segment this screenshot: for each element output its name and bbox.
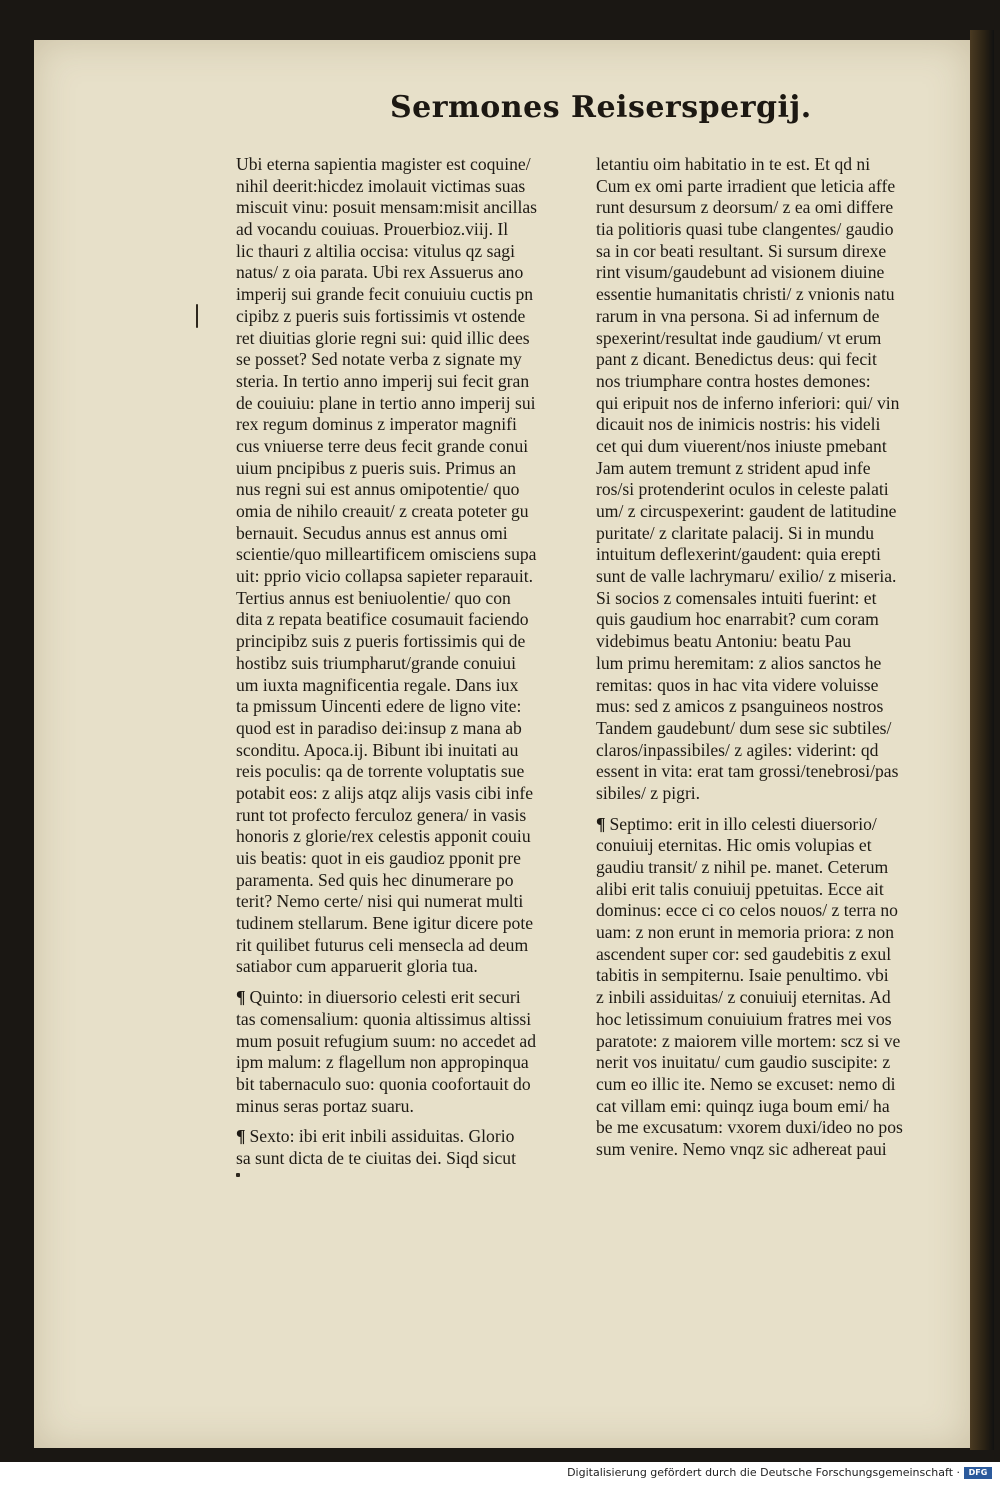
text-line	[596, 879, 936, 901]
line-text: paratote: z maiorem ville mortem: scz si ve	[596, 1030, 901, 1051]
text-column-left	[236, 154, 574, 1170]
text-line	[236, 1052, 574, 1074]
footer-bar	[0, 1462, 1000, 1485]
line-text: Tertius annus est beniuolentie/ quo con	[236, 587, 511, 608]
line-text: Sexto: ibi erit inbili assiduitas. Glorio	[249, 1126, 515, 1147]
text-line	[596, 479, 936, 501]
line-text: Jam autem tremunt z strident apud infe	[596, 457, 871, 478]
line-text: remitas: quos in hac vita videre voluisse	[596, 674, 879, 695]
text-line	[596, 284, 936, 306]
line-text: rint visum/gaudebunt ad visionem diuine	[596, 262, 885, 283]
line-text: ascendent super cor: sed gaudebitis z exul	[596, 943, 892, 964]
text-line	[236, 328, 574, 350]
line-text: quod est in paradiso dei:insup z mana ab	[236, 717, 522, 738]
text-line	[596, 922, 936, 944]
line-text: paramenta. Sed quis hec dinumerare po	[236, 869, 514, 890]
line-text: essent in vita: erat tam grossi/tenebrosi/pas	[596, 761, 899, 782]
line-text: Cum ex omi parte irradient que leticia affe	[596, 175, 896, 196]
line-text: nos triumphare contra hostes demones:	[596, 370, 871, 391]
text-line	[596, 393, 936, 415]
line-text: gaudiu transit/ z nihil pe. manet. Ceterum	[596, 857, 889, 877]
text-line	[236, 783, 574, 805]
text-line	[596, 609, 936, 631]
line-text: se posset? Sed notate verba z signate my	[236, 349, 522, 370]
text-line	[236, 761, 574, 783]
text-line	[236, 1074, 574, 1096]
line-text: ipm malum: z flagellum non appropinqua	[236, 1052, 529, 1073]
text-line	[236, 501, 574, 523]
page-edge	[970, 30, 994, 1450]
line-text: natus/ z oia parata. Ubi rex Assuerus ano	[236, 262, 524, 283]
text-line	[236, 631, 574, 653]
text-line	[236, 219, 574, 241]
text-line	[236, 609, 574, 631]
line-text: sa sunt dicta de te ciuitas dei. Siqd sicut	[236, 1147, 516, 1168]
text-line	[236, 935, 574, 957]
line-text: uit: pprio vicio collapsa sapieter reparauit.	[236, 566, 534, 587]
text-line	[596, 783, 936, 805]
paragraph	[596, 814, 936, 1161]
line-text: cet qui dum viuerent/nos iniuste pmebant	[596, 435, 887, 456]
text-line	[236, 718, 574, 740]
text-line	[236, 458, 574, 480]
text-line	[596, 241, 936, 263]
line-text: tas comensalium: quonia altissimus altissi	[236, 1008, 532, 1029]
line-text: nihil deerit:hicdez imolauit victimas suas	[236, 175, 526, 196]
line-text: miscuit vinu: posuit mensam:misit ancillas	[236, 197, 538, 218]
text-line	[596, 1031, 936, 1053]
text-line	[236, 740, 574, 762]
line-text: runt desursum z deorsum/ z ea omi differe	[596, 197, 894, 218]
line-text: satiabor cum apparuerit gloria tua.	[236, 956, 478, 977]
line-text: omia de nihilo creauit/ z creata poteter gu	[236, 501, 529, 521]
text-line	[236, 241, 574, 263]
text-line	[596, 219, 936, 241]
text-line	[236, 262, 574, 284]
line-text: sum venire. Nemo vnqz sic adhereat paui	[596, 1138, 887, 1159]
text-line	[236, 349, 574, 371]
pilcrow-icon: ¶	[236, 987, 246, 1008]
text-line	[596, 349, 936, 371]
line-text: mus: sed z amicos z psanguineos nostros	[596, 696, 884, 717]
running-title: Sermones Reiserspergij.	[390, 90, 812, 125]
text-line	[236, 848, 574, 870]
line-text: hostibz suis triumpharut/grande conuiui	[236, 652, 516, 673]
text-line	[596, 653, 936, 675]
line-text: uam: z non erunt in memoria priora: z non	[596, 922, 895, 943]
line-text: bernauit. Secudus annus est annus omi	[236, 522, 508, 543]
text-line	[236, 1126, 574, 1148]
line-text: cum eo illic ite. Nemo se excuset: nemo di	[596, 1073, 896, 1094]
text-line	[596, 944, 936, 966]
text-line	[596, 544, 936, 566]
text-line	[236, 436, 574, 458]
text-line	[596, 1139, 936, 1161]
line-text: Tandem gaudebunt/ dum sese sic subtiles/	[596, 717, 892, 738]
text-line	[596, 176, 936, 198]
line-text: quis gaudium hoc enarrabit? cum coram	[596, 609, 879, 630]
text-line	[236, 371, 574, 393]
text-line	[236, 176, 574, 198]
text-line	[596, 740, 936, 762]
text-line	[596, 718, 936, 740]
text-line	[236, 826, 574, 848]
text-line	[596, 900, 936, 922]
text-line	[236, 891, 574, 913]
text-line	[596, 154, 936, 176]
text-line	[596, 675, 936, 697]
text-line	[236, 544, 574, 566]
line-text: z inbili assiduitas/ z conuiuij eternitas. Ad	[596, 987, 891, 1008]
text-line	[596, 197, 936, 219]
text-line	[236, 913, 574, 935]
text-line	[596, 588, 936, 610]
line-text: lic thauri z altilia occisa: vitulus qz sagi	[236, 240, 515, 261]
line-text: cipibz z pueris suis fortissimis vt ostende	[236, 305, 526, 326]
line-text: sunt de valle lachrymaru/ exilio/ z miseria.	[596, 566, 897, 587]
pilcrow-icon: ¶	[236, 1126, 246, 1147]
line-text: rit quilibet futurus celi mensecla ad deum	[236, 934, 529, 955]
line-text: de couiuiu: plane in tertio anno imperij sui	[236, 392, 536, 413]
line-text: reis poculis: qa de torrente voluptatis sue	[236, 761, 525, 782]
text-line	[236, 1031, 574, 1053]
text-line	[236, 197, 574, 219]
line-text: nus regni sui est annus omipotentie/ quo	[236, 479, 520, 500]
line-text: Si socios z comensales intuiti fuerint: et	[596, 587, 877, 608]
line-text: lum primu heremitam: z alios sanctos he	[596, 652, 882, 673]
text-line	[596, 371, 936, 393]
text-column-right	[596, 154, 936, 1161]
paragraph	[236, 1126, 574, 1169]
text-line	[236, 284, 574, 306]
text-line	[596, 262, 936, 284]
line-text: Ubi eterna sapientia magister est coquine/	[236, 154, 531, 174]
text-line	[236, 154, 574, 176]
text-line	[596, 631, 936, 653]
text-line	[236, 566, 574, 588]
line-text: nerit vos inuitatu/ cum gaudio suscipite: z	[596, 1052, 891, 1073]
line-text: rarum in vna persona. Si ad infernum de	[596, 305, 880, 326]
line-text: bit tabernaculo suo: quonia coofortauit do	[236, 1073, 531, 1094]
line-text: principibz suis z pueris fortissimis qui de	[236, 631, 526, 652]
text-line	[236, 523, 574, 545]
text-line	[596, 835, 936, 857]
pilcrow-icon: ¶	[596, 813, 606, 834]
text-line	[596, 761, 936, 783]
text-line	[236, 1148, 574, 1170]
paragraph	[236, 154, 574, 978]
text-line	[596, 1117, 936, 1139]
line-text: Quinto: in diuersorio celesti erit securi	[249, 987, 521, 1008]
line-text: rex regum dominus z imperator magnifi	[236, 414, 517, 435]
text-line	[236, 414, 574, 436]
line-text: tabitis in sempiternu. Isaie penultimo. vbi	[596, 965, 889, 986]
marginal-tick-mark	[196, 304, 198, 328]
text-line	[596, 1052, 936, 1074]
line-text: be me excusatum: vxorem duxi/ideo no pos	[596, 1117, 903, 1138]
line-text: ret diuitias glorie regni sui: quid illic dees	[236, 327, 530, 348]
line-text: steria. In tertio anno imperij sui fecit gran	[236, 370, 530, 391]
line-text: mum posuit refugium suum: no accedet ad	[236, 1030, 537, 1051]
text-line	[596, 458, 936, 480]
text-line	[596, 523, 936, 545]
ink-dot-mark	[236, 1173, 240, 1177]
line-text: terit? Nemo certe/ nisi qui numerat multi	[236, 891, 524, 912]
line-text: letantiu oim habitatio in te est. Et qd ni	[596, 154, 871, 174]
line-text: um/ z circuspexerint: gaudent de latitudine	[596, 501, 897, 521]
dfg-logo-icon: DFG	[964, 1467, 992, 1479]
text-line	[596, 436, 936, 458]
line-text: hoc letissimum conuiuium fratres mei vos	[596, 1008, 892, 1029]
line-text: ta pmissum Uincenti edere de ligno vite:	[236, 696, 522, 717]
paragraph	[596, 154, 936, 805]
line-text: ad vocandu couiuas. Prouerbioz.viij. Il	[236, 219, 509, 240]
text-line	[596, 857, 936, 879]
paragraph	[236, 987, 574, 1117]
text-line	[236, 1096, 574, 1118]
line-text: sibiles/ z pigri.	[596, 782, 701, 803]
text-line	[596, 1096, 936, 1118]
text-line	[236, 956, 574, 978]
text-line	[236, 588, 574, 610]
line-text: imperij sui grande fecit conuiuiu cuctis pn	[236, 284, 534, 305]
line-text: pant z dicant. Benedictus deus: qui fecit	[596, 349, 877, 370]
text-line	[596, 1009, 936, 1031]
line-text: qui eripuit nos de inferno inferiori: qui/ vin	[596, 392, 900, 413]
text-line	[596, 814, 936, 836]
line-text: uis beatis: quot in eis gaudioz pponit pre	[236, 848, 521, 868]
line-text: conuiuij eternitas. Hic omis volupias et	[596, 835, 872, 856]
line-text: alibi erit talis conuiuij ppetuitas. Ecce ait	[596, 878, 884, 899]
line-text: minus seras portaz suaru.	[236, 1095, 414, 1116]
line-text: Septimo: erit in illo celesti diuersorio/	[609, 813, 877, 834]
text-line	[596, 696, 936, 718]
text-line	[236, 675, 574, 697]
line-text: cat villam emi: quinqz iuga boum emi/ ha	[596, 1095, 890, 1116]
line-text: puritate/ z claritate palacij. Si in mundu	[596, 522, 874, 543]
text-line	[236, 870, 574, 892]
footer-credit: Digitalisierung gefördert durch die Deutsche Forschungsgemeinschaft ·	[567, 1466, 960, 1479]
text-line	[236, 306, 574, 328]
line-text: claros/inpassibiles/ z agiles: viderint: qd	[596, 739, 879, 760]
line-text: sconditu. Apoca.ij. Bibunt ibi inuitati au	[236, 739, 519, 760]
text-line	[236, 393, 574, 415]
text-line	[236, 479, 574, 501]
line-text: cus vniuerse terre deus fecit grande conui	[236, 435, 529, 456]
line-text: dominus: ecce ci co celos nouos/ z terra no	[596, 900, 898, 921]
text-line	[596, 965, 936, 987]
line-text: um iuxta magnificentia regale. Dans iux	[236, 674, 519, 695]
line-text: honoris z glorie/rex celestis apponit couiu	[236, 826, 531, 847]
line-text: spexerint/resultat inde gaudium/ vt erum	[596, 327, 882, 348]
text-line	[236, 987, 574, 1009]
line-text: dicauit nos de inimicis nostris: his videli	[596, 414, 881, 435]
line-text: ros/si protenderint oculos in celeste palati	[596, 479, 889, 500]
text-line	[596, 501, 936, 523]
line-text: videbimus beatu Antoniu: beatu Pau	[596, 631, 852, 652]
line-text: scientie/quo milleartificem omisciens supa	[236, 544, 537, 565]
line-text: sa in cor beati resultant. Si sursum direxe	[596, 240, 887, 261]
text-line	[596, 328, 936, 350]
text-line	[236, 1009, 574, 1031]
text-line	[596, 1074, 936, 1096]
text-line	[596, 566, 936, 588]
text-line	[236, 805, 574, 827]
text-line	[236, 653, 574, 675]
line-text: potabit eos: z alijs atqz alijs vasis cibi infe	[236, 782, 534, 803]
text-line	[596, 414, 936, 436]
text-line	[596, 987, 936, 1009]
line-text: tudinem stellarum. Bene igitur dicere pote	[236, 913, 534, 934]
line-text: tia politioris quasi tube clangentes/ gaudio	[596, 219, 894, 240]
line-text: runt tot profecto ferculoz genera/ in vasis	[236, 804, 527, 825]
line-text: essentie humanitatis christi/ z vnionis natu	[596, 284, 895, 305]
line-text: dita z repata beatifice cosumauit faciendo	[236, 609, 529, 630]
text-line	[236, 696, 574, 718]
line-text: intuitum deflexerint/gaudent: quia erepti	[596, 544, 881, 565]
text-line	[596, 306, 936, 328]
line-text: uium pncipibus z pueris suis. Primus an	[236, 457, 517, 478]
